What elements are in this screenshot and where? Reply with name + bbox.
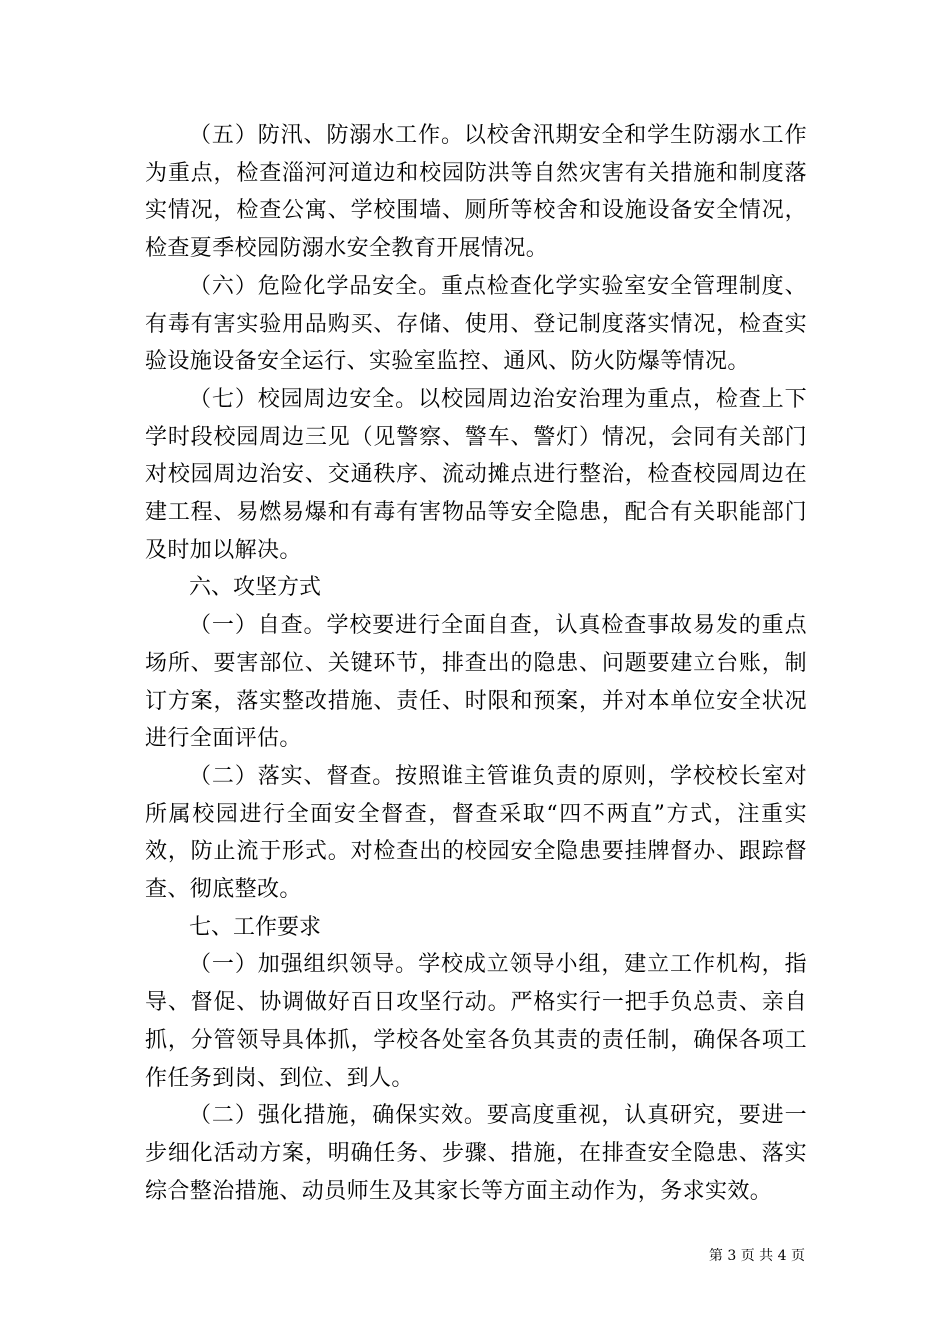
paragraph-campus-surroundings: （七）校园周边安全。以校园周边治安治理为重点，检查上下学时段校园周边三见（见警察、警车、警灯）情况，会同有关部门对校园周边治安、交通秩序、流动摊点进行整治，检查校园周边在建工程、易燃易爆和有毒有害物品等安全隐患，配合有关职能部门及时加以解决。 <box>145 386 807 563</box>
section-heading-methods: 六、攻坚方式 <box>189 575 322 601</box>
paragraph-measures: （二）强化措施，确保实效。要高度重视，认真研究，要进一步细化活动方案，明确任务、步骤、措施，在排查安全隐患、落实综合整治措施、动员师生及其家长等方面主动作为，务求实效。 <box>145 1103 807 1204</box>
paragraph-flood-prevention: （五）防汛、防溺水工作。以校舍汛期安全和学生防溺水工作为重点，检查淄河河道边和校园防洪等自然灾害有关措施和制度落实情况，检查公寓、学校围墙、厕所等校舍和设施设备安全情况，检查夏季校园防溺水安全教育开展情况。 <box>145 123 807 262</box>
document-body <box>145 117 807 1210</box>
paragraph-hazardous-chemicals: （六）危险化学品安全。重点检查化学实验室安全管理制度、有毒有害实验用品购买、存储、使用、登记制度落实情况，检查实验设施设备安全运行、实验室监控、通风、防火防爆等情况。 <box>145 273 807 375</box>
paragraph-self-inspection: （一）自查。学校要进行全面自查，认真检查事故易发的重点场所、要害部位、关键环节，排查出的隐患、问题要建立台账，制订方案，落实整改措施、责任、时限和预案，并对本单位安全状况进行全面评估。 <box>145 613 807 752</box>
paragraph-leadership: （一）加强组织领导。学校成立领导小组，建立工作机构，指导、督促、协调做好百日攻坚行动。严格实行一把手负总责、亲自抓，分管领导具体抓，学校各处室各负其责的责任制，确保各项工作任务到岗、到位、到人。 <box>145 952 807 1091</box>
paragraph-supervision: （二）落实、督查。按照谁主管谁负责的原则，学校校长室对所属校园进行全面安全督查，督查采取“四不两直”方式，注重实效，防止流于形式。对检查出的校园安全隐患要挂牌督办、跟踪督查、彻底整改。 <box>145 763 807 903</box>
page-number: 第 3 页 共 4 页 <box>708 1248 805 1264</box>
section-heading-requirements: 七、工作要求 <box>189 914 322 940</box>
